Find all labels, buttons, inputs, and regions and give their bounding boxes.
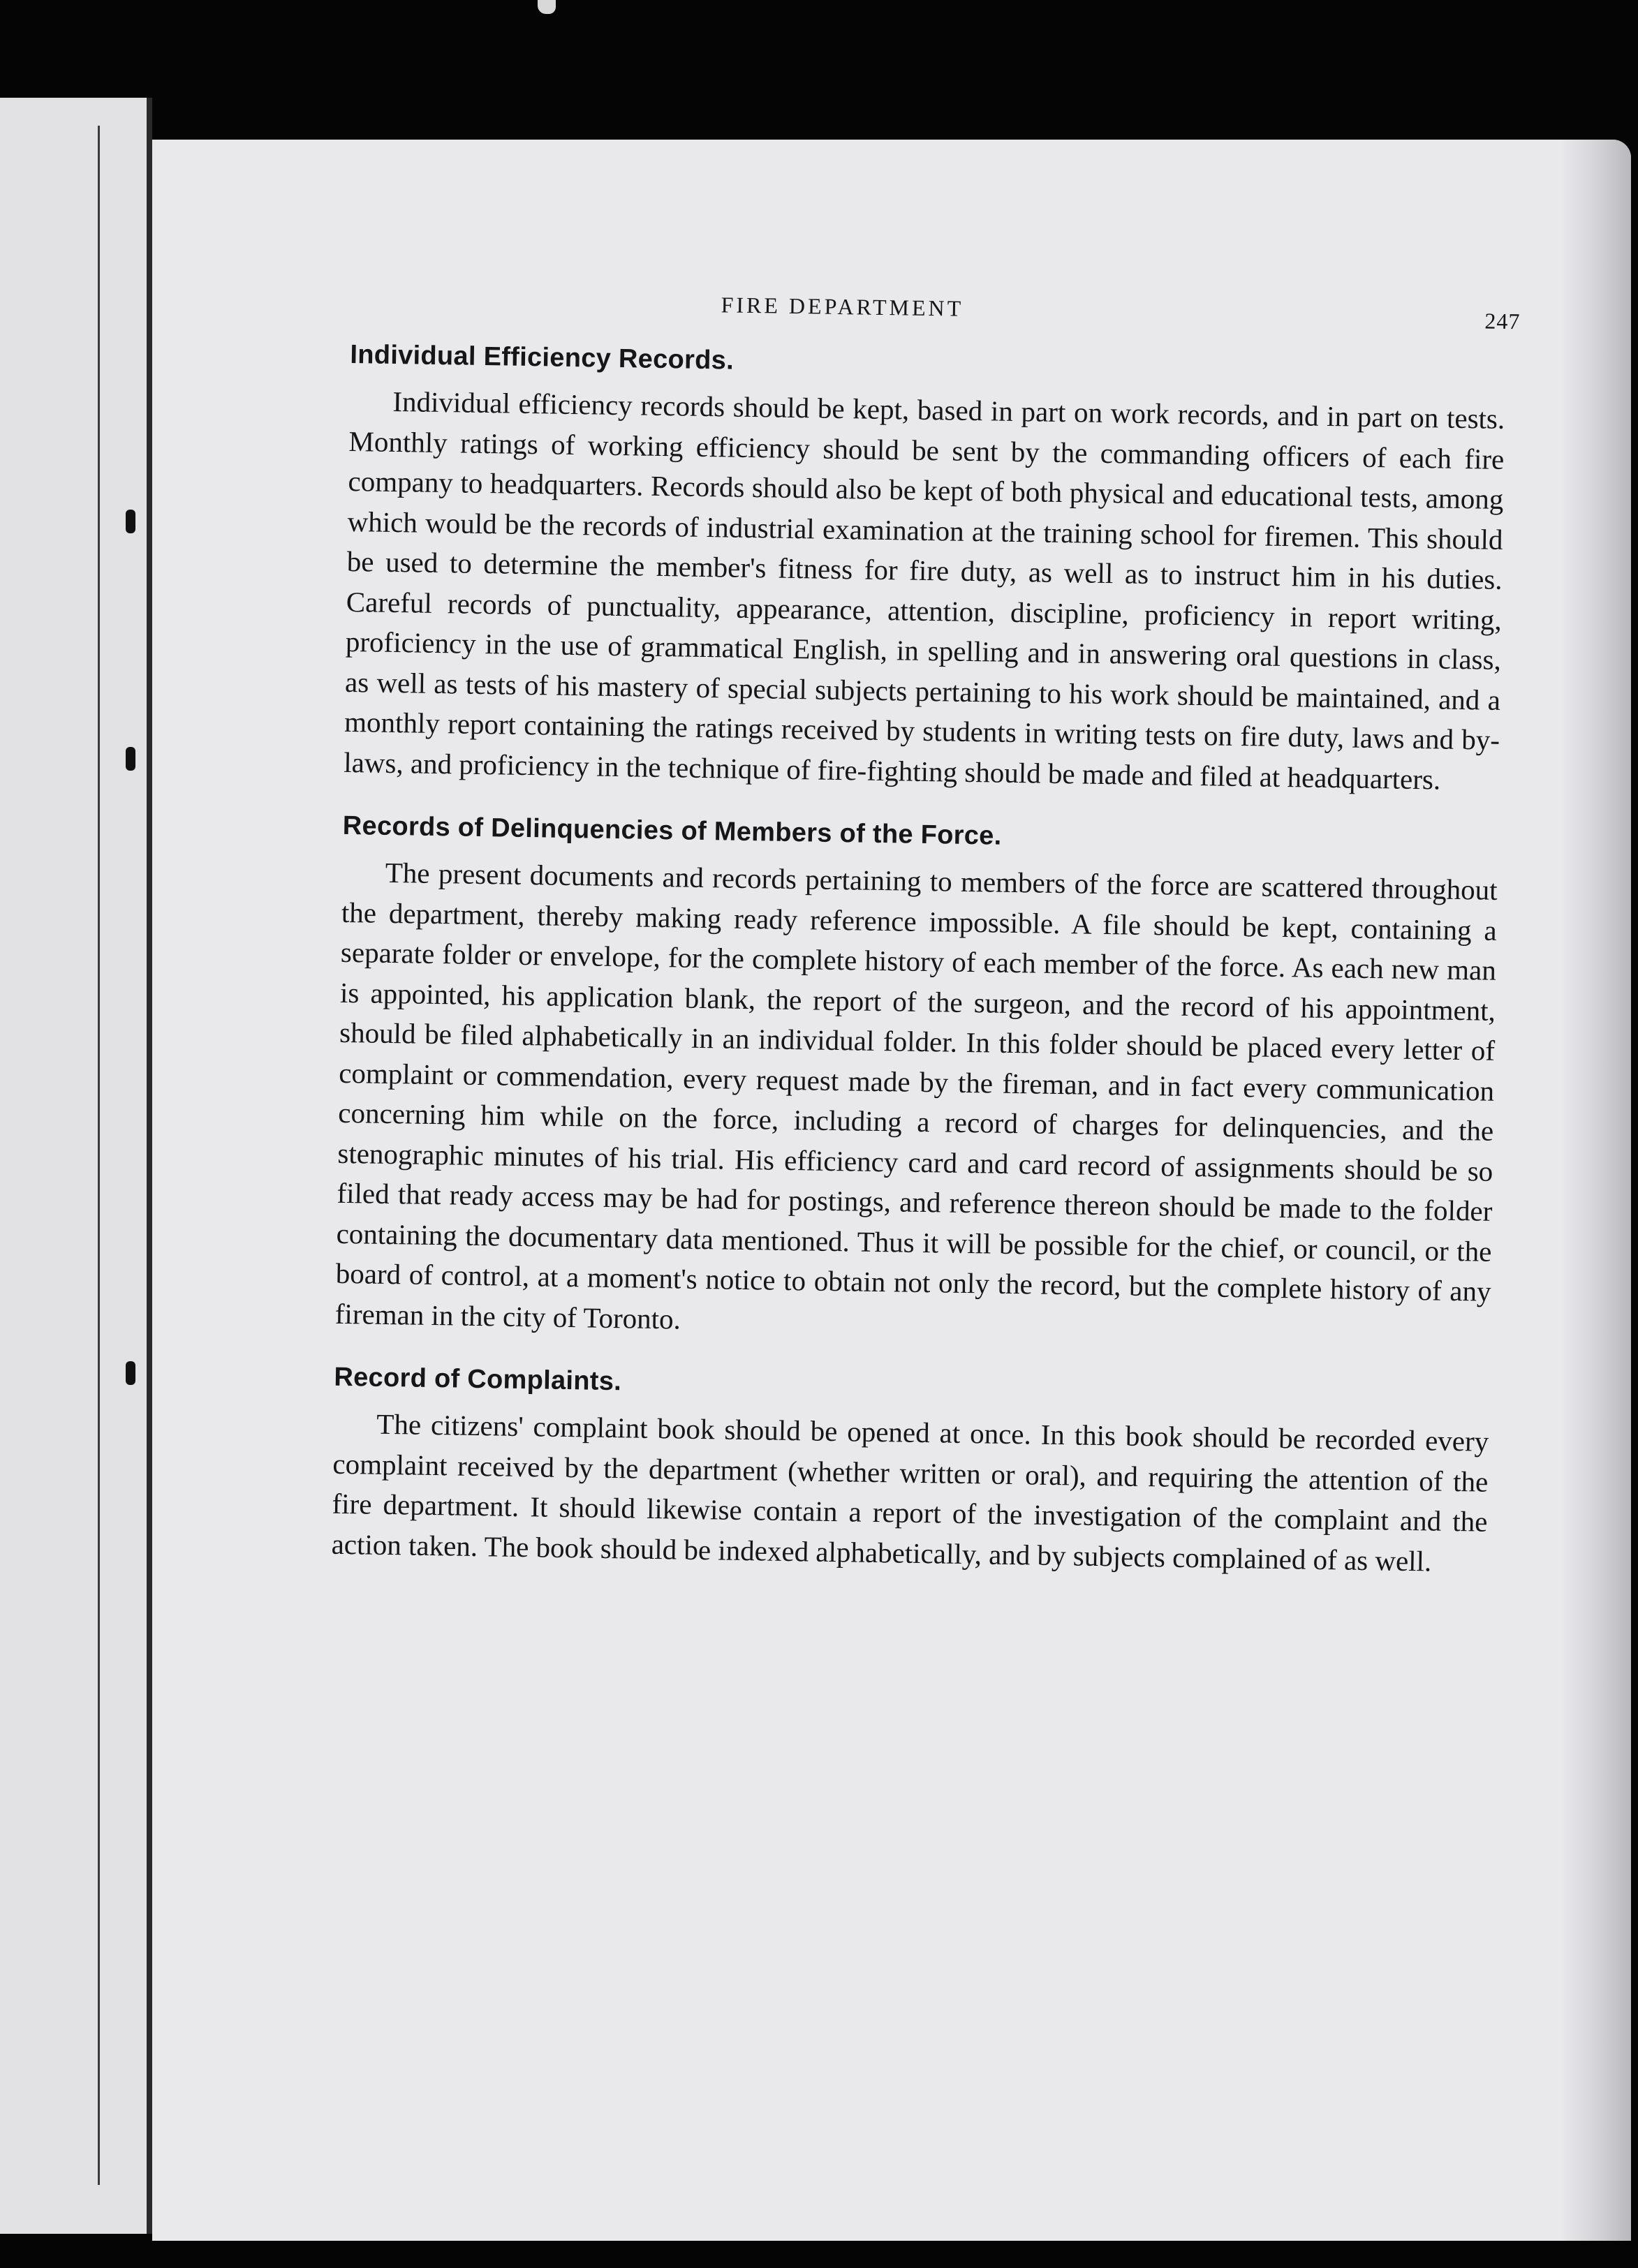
binding-mark [126, 747, 135, 771]
binding-mark [126, 1361, 135, 1385]
section-heading: Individual Efficiency Records. [350, 339, 735, 376]
section-heading: Record of Complaints. [334, 1362, 622, 1397]
book-page [152, 140, 1631, 2241]
section-record-of-complaints [331, 1358, 1489, 1583]
page-text-block [331, 286, 1521, 1606]
gutter-line [98, 126, 100, 2185]
section-paragraph: The present documents and records pertaining to members of the force are scattered throughout the department, thereby making ready reference impossible. A file should be kept, containing a separate folder or envelope, for the complete history of each member of the force. As each new man is appointed, his application blank, the report of the surgeon, and the record of his appointment, should be filed alphabetically in an individual folder. In this folder should be placed every letter of complaint or commendation, every request made by the fireman, and in fact every communication concerning him while on the force, including a record of charges for delinquencies, and the stenographic minutes of his trial. His efficiency card and card record of assignments should be so filed that ready access may be had for postings, and reference thereon should be made to the folder containing the documentary data mentioned. Thus it will be possible for the chief, or council, or the board of control, at a moment's notice to obtain not only the record, but the complete history of any fireman in the city of Toronto. [334, 856, 1498, 1335]
page-edge-shadow [1561, 140, 1631, 2241]
scan-speck [538, 0, 556, 14]
section-records-of-delinquencies [334, 806, 1498, 1352]
binding-mark [126, 510, 135, 533]
section-paragraph: The citizens' complaint book should be opened at once. In this book should be recorded every complaint received by the department (whether written or oral), and requiring the attention of the fire department. It should likewise contain a report of the investigation of the complaint and the action taken. The book should be indexed alphabetically, and by subjects complained of as well. [331, 1407, 1489, 1578]
section-individual-efficiency-records [344, 335, 1506, 801]
facing-page-edge [0, 98, 152, 2234]
section-heading: Records of Delinquencies of Members of the Force. [342, 810, 1002, 851]
page-number: 247 [1484, 308, 1521, 334]
section-paragraph: Individual efficiency records should be kept, based in part on work records, and in part on tests. Monthly ratings of working efficiency should be sent by the commanding officers of each fire company to headquarters. Records should also be kept of both physical and educational tests, among which would be the records of industrial examination at the training school for firemen. This should be used to determine the member's fitness for fire duty, as well as to instruct him in his duties. Careful records of punctuality, appearance, attention, discipline, proficiency in report writing, proficiency in the use of grammatical English, in spelling and in answering oral questions in class, as well as tests of his mastery of special subjects pertaining to his work should be maintained, and a monthly report containing the ratings received by students in writing tests on fire duty, laws and by-laws, and proficiency in the technique of fire-fighting should be made and filed at headquarters. [343, 385, 1505, 796]
running-head-title: FIRE DEPARTMENT [721, 292, 964, 321]
